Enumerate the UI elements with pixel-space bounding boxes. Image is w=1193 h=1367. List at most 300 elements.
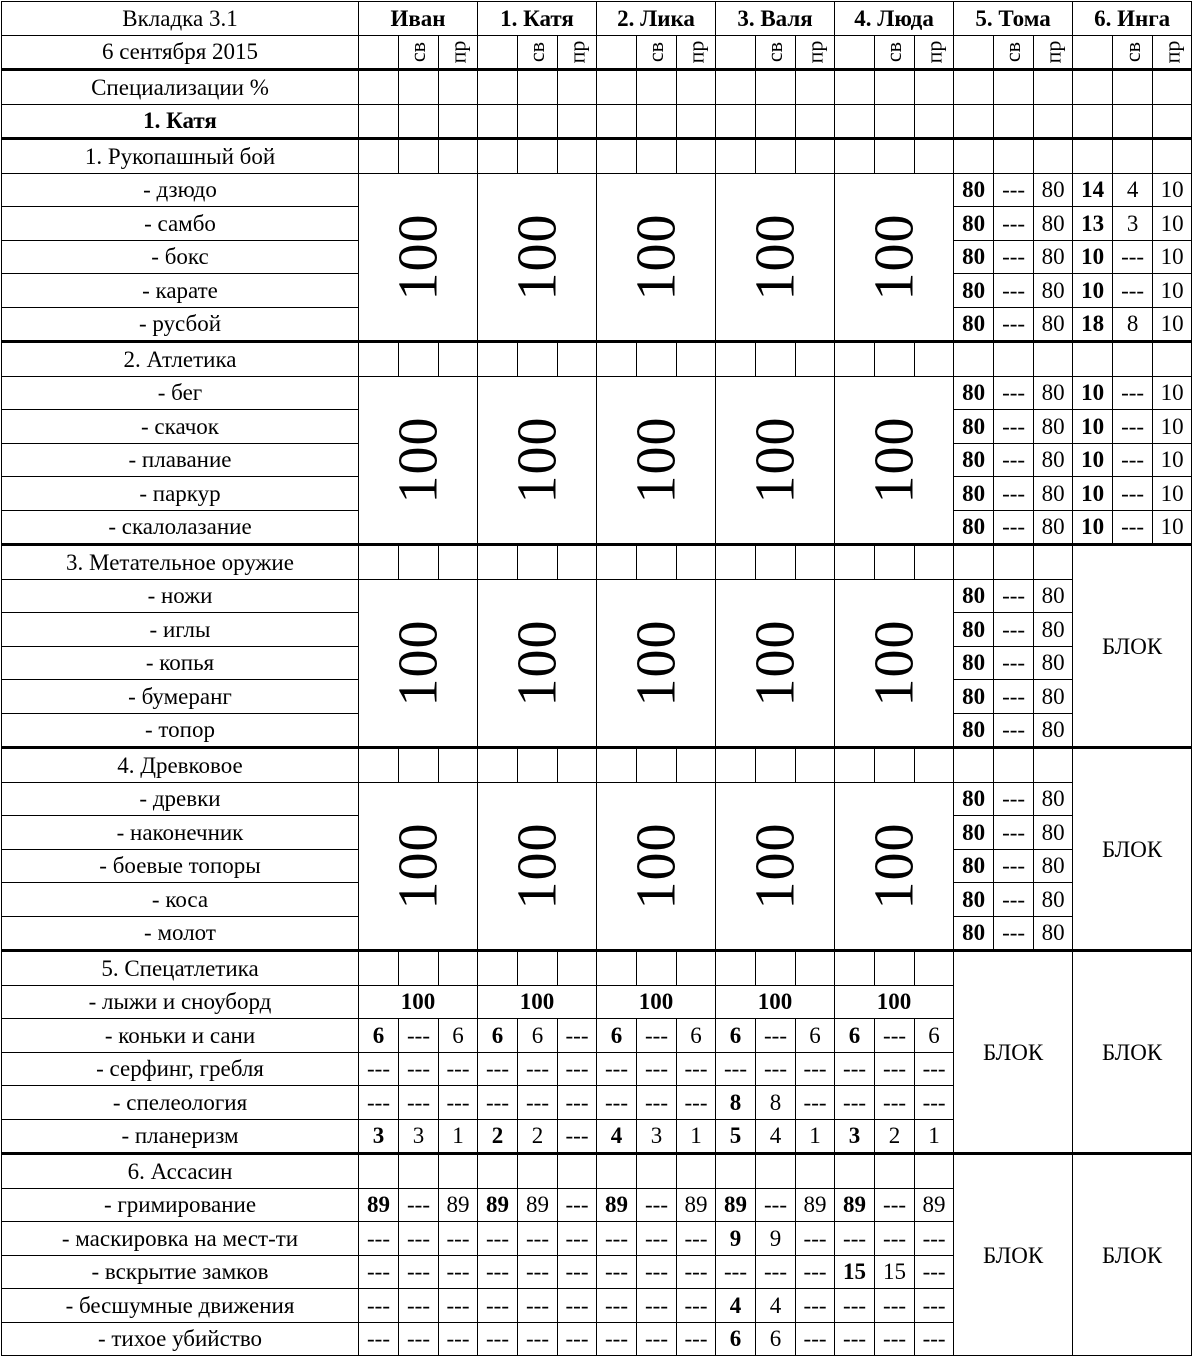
empty-cell [756, 1154, 796, 1189]
row-label-spec: Специализации % [2, 70, 359, 105]
person-pr: --- [439, 1289, 478, 1323]
sub-sv-label: св [405, 42, 431, 63]
person-pr: 89 [796, 1188, 835, 1222]
table-row [2, 545, 1192, 580]
col-inga: 6. Инга [1073, 2, 1192, 36]
person-value: 89 [835, 1188, 875, 1222]
sub-sv-cell [637, 35, 677, 70]
table-row [2, 748, 1192, 783]
person-pr: --- [558, 1289, 597, 1323]
person-value: 6 [478, 1019, 518, 1053]
item-label: - вскрытие замков [2, 1255, 359, 1289]
empty-cell [399, 104, 439, 139]
person-sv: --- [875, 1086, 915, 1120]
person-pr: --- [558, 1322, 597, 1356]
inga-value: 10 [1073, 274, 1113, 308]
empty-cell [359, 70, 399, 105]
person-pr: --- [677, 1289, 716, 1323]
empty-cell [677, 748, 716, 783]
person-pr: 6 [915, 1019, 954, 1053]
empty-cell [518, 748, 558, 783]
person-sv: --- [756, 1255, 796, 1289]
empty-cell [439, 951, 478, 986]
item-label: - маскировка на мест-ти [2, 1222, 359, 1256]
empty-cell [359, 748, 399, 783]
empty-cell [954, 139, 994, 174]
toma-pr: 80 [1034, 883, 1073, 917]
empty-cell [835, 104, 875, 139]
empty-cell [915, 104, 954, 139]
person-sv: --- [637, 1322, 677, 1356]
sub-pr-cell [677, 35, 716, 70]
empty-cell [915, 951, 954, 986]
person-pr: --- [558, 1255, 597, 1289]
toma-value: 80 [954, 173, 994, 207]
inga-pr: 10 [1153, 274, 1192, 308]
person-pr: --- [558, 1052, 597, 1086]
empty-cell [756, 139, 796, 174]
person-sv: --- [518, 1289, 558, 1323]
empty-cell [597, 545, 637, 580]
empty-cell [637, 545, 677, 580]
value-100-block [359, 782, 478, 951]
value-100-block [835, 173, 954, 342]
toma-value: 80 [954, 782, 994, 816]
tab-title: Вкладка 3.1 [2, 2, 359, 36]
person-sv: 2 [518, 1119, 558, 1154]
empty-cell [716, 1154, 756, 1189]
item-label: - дзюдо [2, 173, 359, 207]
empty-cell [756, 70, 796, 105]
value-100: 100 [506, 213, 569, 301]
inga-pr: 10 [1153, 510, 1192, 545]
person-value: --- [716, 1255, 756, 1289]
person-sv: --- [875, 1019, 915, 1053]
value-100-wide: 100 [359, 985, 478, 1019]
item-label: - спелеология [2, 1086, 359, 1120]
table-row [2, 104, 1192, 139]
date-label: 6 сентября 2015 [2, 35, 359, 70]
toma-pr: 80 [1034, 713, 1073, 748]
person-value: --- [597, 1052, 637, 1086]
item-label: - паркур [2, 477, 359, 511]
value-100: 100 [625, 416, 688, 504]
sub-pr-cell [439, 35, 478, 70]
empty-cell [359, 342, 399, 377]
toma-sv: --- [994, 477, 1034, 511]
empty-cell [1034, 748, 1073, 783]
toma-sv: --- [994, 613, 1034, 647]
empty-cell [597, 139, 637, 174]
row-label-katya: 1. Катя [2, 104, 359, 139]
table-row [2, 139, 1192, 174]
person-pr: --- [677, 1052, 716, 1086]
empty-cell [875, 951, 915, 986]
toma-sv: --- [994, 883, 1034, 917]
toma-sv: --- [994, 240, 1034, 274]
empty-cell [1073, 70, 1113, 105]
toma-value: 80 [954, 613, 994, 647]
person-sv: --- [637, 1289, 677, 1323]
toma-value: 80 [954, 376, 994, 410]
person-value: 8 [716, 1086, 756, 1120]
empty-cell [558, 1154, 597, 1189]
person-sv: --- [875, 1222, 915, 1256]
toma-sv: --- [994, 782, 1034, 816]
empty-cell [915, 748, 954, 783]
section-title-s2: 2. Атлетика [2, 342, 359, 377]
toma-pr: 80 [1034, 410, 1073, 444]
person-sv: --- [399, 1289, 439, 1323]
person-sv: 6 [756, 1322, 796, 1356]
person-value: --- [478, 1222, 518, 1256]
inga-value: 14 [1073, 173, 1113, 207]
item-label: - древки [2, 782, 359, 816]
person-value: 9 [716, 1222, 756, 1256]
item-label: - скалолазание [2, 510, 359, 545]
sub-sv-cell [1113, 35, 1153, 70]
empty-cell [637, 139, 677, 174]
value-100-block [478, 376, 597, 545]
empty-cell [1153, 139, 1192, 174]
item-label: - серфинг, гребля [2, 1052, 359, 1086]
inga-sv: --- [1113, 274, 1153, 308]
toma-value: 80 [954, 510, 994, 545]
toma-pr: 80 [1034, 646, 1073, 680]
empty-cell [716, 951, 756, 986]
empty-cell [439, 139, 478, 174]
value-100: 100 [863, 822, 926, 910]
table-row [2, 70, 1192, 105]
empty-cell [756, 951, 796, 986]
empty-cell [994, 342, 1034, 377]
toma-sv: --- [994, 510, 1034, 545]
toma-sv: --- [994, 849, 1034, 883]
person-pr: 1 [796, 1119, 835, 1154]
sub-pr-cell [1153, 35, 1192, 70]
empty-cell [399, 748, 439, 783]
person-pr: --- [915, 1222, 954, 1256]
sub-sv-label: св [643, 42, 669, 63]
empty-cell [915, 342, 954, 377]
person-sv: --- [518, 1222, 558, 1256]
empty-cell [1034, 104, 1073, 139]
person-pr: --- [439, 1222, 478, 1256]
value-100: 100 [744, 619, 807, 707]
toma-value: 80 [954, 916, 994, 951]
empty-cell [1073, 104, 1113, 139]
person-pr: 6 [796, 1019, 835, 1053]
person-sv: --- [399, 1086, 439, 1120]
empty-cell [677, 104, 716, 139]
empty-cell [954, 70, 994, 105]
item-label: - плавание [2, 443, 359, 477]
inga-value: 10 [1073, 443, 1113, 477]
value-100-block [835, 782, 954, 951]
toma-value: 80 [954, 849, 994, 883]
value-100: 100 [506, 619, 569, 707]
empty-cell [994, 545, 1034, 580]
toma-sv: --- [994, 443, 1034, 477]
empty-cell [399, 139, 439, 174]
blok-block [954, 1154, 1073, 1356]
person-sv: --- [637, 1052, 677, 1086]
value-100: 100 [744, 822, 807, 910]
toma-pr: 80 [1034, 376, 1073, 410]
empty-cell [597, 748, 637, 783]
inga-pr: 10 [1153, 307, 1192, 342]
empty-cell [796, 1154, 835, 1189]
person-sv: --- [637, 1019, 677, 1053]
empty-cell [954, 545, 994, 580]
person-pr: 1 [915, 1119, 954, 1154]
item-label: - бумеранг [2, 680, 359, 714]
person-pr: --- [439, 1255, 478, 1289]
toma-pr: 80 [1034, 579, 1073, 613]
toma-value: 80 [954, 443, 994, 477]
person-pr: 6 [439, 1019, 478, 1053]
item-label: - самбо [2, 207, 359, 241]
person-sv: --- [637, 1188, 677, 1222]
empty-cell [875, 70, 915, 105]
inga-value: 10 [1073, 477, 1113, 511]
empty-cell [558, 951, 597, 986]
empty-cell [359, 545, 399, 580]
empty-cell [796, 951, 835, 986]
person-value: --- [835, 1289, 875, 1323]
empty-cell [439, 70, 478, 105]
person-pr: --- [677, 1222, 716, 1256]
empty-cell [835, 545, 875, 580]
empty-cell [796, 748, 835, 783]
person-pr: 1 [677, 1119, 716, 1154]
person-value: 3 [359, 1119, 399, 1154]
person-sv: --- [399, 1322, 439, 1356]
person-value: --- [835, 1086, 875, 1120]
empty-cell [994, 70, 1034, 105]
person-sv: 3 [399, 1119, 439, 1154]
empty-cell [399, 342, 439, 377]
empty-cell [915, 545, 954, 580]
inga-pr: 10 [1153, 443, 1192, 477]
person-sv: 3 [637, 1119, 677, 1154]
person-pr: 1 [439, 1119, 478, 1154]
toma-pr: 80 [1034, 680, 1073, 714]
value-100-block [478, 782, 597, 951]
person-sv: 9 [756, 1222, 796, 1256]
toma-value: 80 [954, 816, 994, 850]
value-100-wide: 100 [835, 985, 954, 1019]
empty-cell [835, 951, 875, 986]
person-value: --- [359, 1052, 399, 1086]
empty-cell [796, 104, 835, 139]
empty-cell [875, 545, 915, 580]
empty-cell [518, 545, 558, 580]
empty-cell [558, 70, 597, 105]
person-sv: --- [518, 1322, 558, 1356]
blok-label: БЛОК [982, 1242, 1044, 1268]
toma-value: 80 [954, 646, 994, 680]
blok-label: БЛОК [1102, 1242, 1163, 1268]
value-100: 100 [506, 416, 569, 504]
toma-pr: 80 [1034, 240, 1073, 274]
empty-cell [637, 951, 677, 986]
person-pr: 89 [915, 1188, 954, 1222]
section-title-s4: 4. Древковое [2, 748, 359, 783]
blok-block [954, 951, 1073, 1154]
section-title-s6: 6. Ассасин [2, 1154, 359, 1189]
person-value: 4 [597, 1119, 637, 1154]
toma-sv: --- [994, 680, 1034, 714]
person-sv: --- [518, 1052, 558, 1086]
empty-cell [756, 104, 796, 139]
toma-pr: 80 [1034, 613, 1073, 647]
sub-blank-cell [359, 35, 399, 70]
person-pr: 89 [677, 1188, 716, 1222]
empty-cell [439, 748, 478, 783]
table-row [2, 376, 1192, 410]
inga-sv: 3 [1113, 207, 1153, 241]
empty-cell [637, 748, 677, 783]
person-value: 6 [835, 1019, 875, 1053]
person-sv: 8 [756, 1086, 796, 1120]
empty-cell [597, 104, 637, 139]
person-pr: --- [677, 1322, 716, 1356]
empty-cell [637, 70, 677, 105]
empty-cell [954, 342, 994, 377]
item-label: - коса [2, 883, 359, 917]
empty-cell [796, 545, 835, 580]
person-pr: --- [558, 1188, 597, 1222]
person-value: --- [716, 1052, 756, 1086]
blok-label: БЛОК [1102, 836, 1163, 862]
sub-pr-label: пр [445, 40, 470, 64]
person-sv: --- [637, 1222, 677, 1256]
value-100: 100 [863, 213, 926, 301]
person-value: --- [478, 1255, 518, 1289]
toma-sv: --- [994, 916, 1034, 951]
person-value: 5 [716, 1119, 756, 1154]
empty-cell [835, 748, 875, 783]
empty-cell [756, 748, 796, 783]
empty-cell [637, 1154, 677, 1189]
empty-cell [1073, 342, 1113, 377]
empty-cell [796, 342, 835, 377]
person-sv: 6 [518, 1019, 558, 1053]
empty-cell [1034, 342, 1073, 377]
toma-pr: 80 [1034, 849, 1073, 883]
toma-sv: --- [994, 410, 1034, 444]
toma-pr: 80 [1034, 207, 1073, 241]
toma-value: 80 [954, 883, 994, 917]
empty-cell [637, 104, 677, 139]
empty-cell [359, 104, 399, 139]
toma-sv: --- [994, 713, 1034, 748]
person-sv: --- [399, 1019, 439, 1053]
empty-cell [597, 342, 637, 377]
person-pr: --- [439, 1322, 478, 1356]
item-label: - бокс [2, 240, 359, 274]
item-label: - русбой [2, 307, 359, 342]
inga-sv: --- [1113, 410, 1153, 444]
toma-value: 80 [954, 207, 994, 241]
person-value: 89 [716, 1188, 756, 1222]
empty-cell [1034, 139, 1073, 174]
toma-value: 80 [954, 307, 994, 342]
table-row [2, 951, 1192, 986]
person-sv: 89 [518, 1188, 558, 1222]
empty-cell [915, 139, 954, 174]
empty-cell [954, 748, 994, 783]
value-100-block [478, 579, 597, 748]
empty-cell [1073, 139, 1113, 174]
person-value: --- [359, 1086, 399, 1120]
table-row [2, 342, 1192, 377]
person-sv: --- [518, 1086, 558, 1120]
inga-value: 10 [1073, 240, 1113, 274]
value-100: 100 [506, 822, 569, 910]
empty-cell [558, 104, 597, 139]
sub-pr-cell [796, 35, 835, 70]
empty-cell [1113, 104, 1153, 139]
person-value: --- [597, 1086, 637, 1120]
empty-cell [518, 951, 558, 986]
empty-cell [439, 104, 478, 139]
value-100: 100 [744, 213, 807, 301]
person-pr: --- [439, 1052, 478, 1086]
empty-cell [439, 545, 478, 580]
empty-cell [637, 342, 677, 377]
inga-pr: 10 [1153, 207, 1192, 241]
empty-cell [478, 70, 518, 105]
blok-label: БЛОК [982, 1039, 1044, 1065]
inga-pr: 10 [1153, 410, 1192, 444]
person-value: --- [478, 1086, 518, 1120]
value-100: 100 [744, 416, 807, 504]
table-body [2, 2, 1192, 1356]
empty-cell [994, 748, 1034, 783]
inga-sv: --- [1113, 443, 1153, 477]
sub-sv-cell [518, 35, 558, 70]
person-value: 15 [835, 1255, 875, 1289]
toma-pr: 80 [1034, 510, 1073, 545]
inga-pr: 10 [1153, 173, 1192, 207]
person-sv: 2 [875, 1119, 915, 1154]
person-pr: --- [439, 1086, 478, 1120]
item-label: - ножи [2, 579, 359, 613]
person-pr: --- [796, 1255, 835, 1289]
empty-cell [1034, 70, 1073, 105]
empty-cell [558, 139, 597, 174]
person-pr: --- [915, 1322, 954, 1356]
inga-value: 10 [1073, 410, 1113, 444]
sub-sv-label: св [762, 42, 788, 63]
toma-sv: --- [994, 307, 1034, 342]
person-pr: --- [677, 1255, 716, 1289]
person-pr: --- [796, 1222, 835, 1256]
value-100-block [597, 376, 716, 545]
person-value: --- [478, 1322, 518, 1356]
inga-value: 13 [1073, 207, 1113, 241]
toma-sv: --- [994, 173, 1034, 207]
empty-cell [677, 545, 716, 580]
empty-cell [478, 1154, 518, 1189]
value-100: 100 [863, 619, 926, 707]
empty-cell [558, 342, 597, 377]
empty-cell [835, 70, 875, 105]
value-100-block [835, 376, 954, 545]
item-label: - коньки и сани [2, 1019, 359, 1053]
